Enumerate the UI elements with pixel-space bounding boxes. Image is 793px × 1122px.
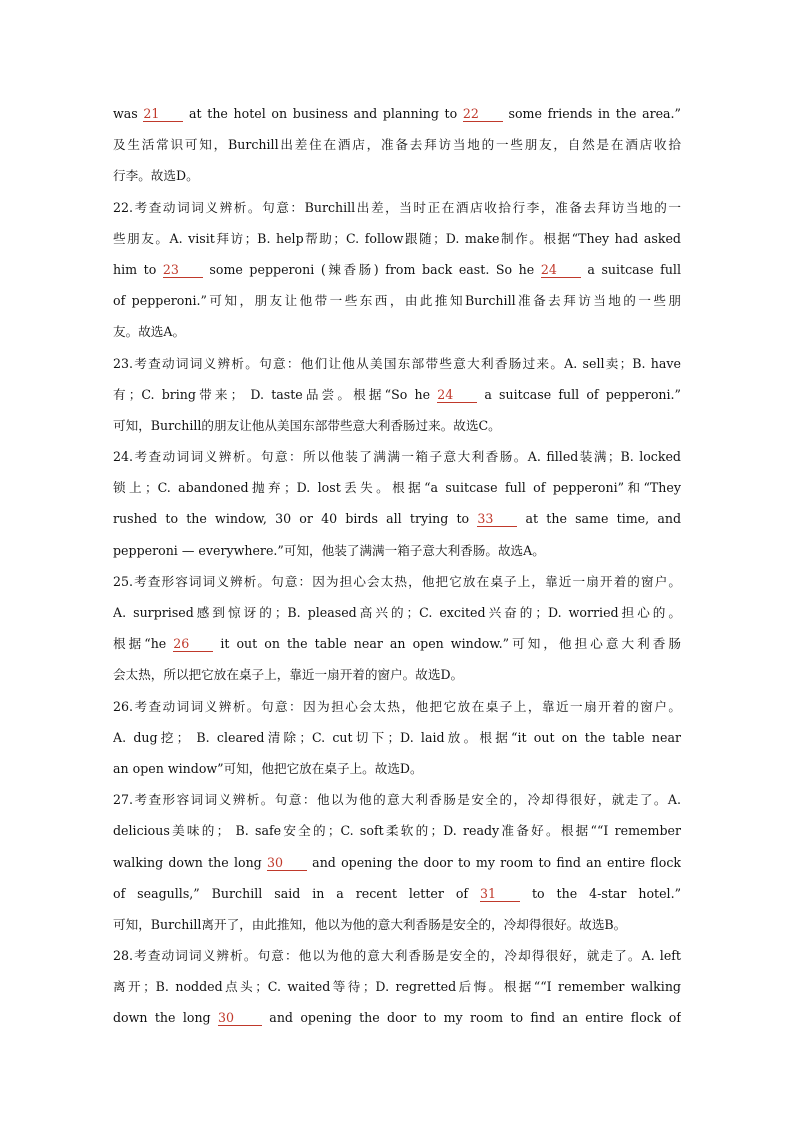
text-line xyxy=(113,815,681,846)
text-line xyxy=(113,223,681,254)
text-line xyxy=(113,566,681,597)
text-segment: delicious美味的； B. safe安全的；C. soft柔软的；D. ready准备好。根据““I remember xyxy=(113,823,681,839)
text-line xyxy=(113,472,681,503)
text-line xyxy=(113,971,681,1002)
text-segment: of seagulls,” Burchill said in a recent letter of xyxy=(113,885,481,901)
text-segment: a suitcase full of pepperoni.” xyxy=(477,386,681,402)
text-line xyxy=(113,503,681,534)
text-line xyxy=(113,909,681,940)
text-line xyxy=(113,1002,681,1033)
text-segment: 会太热，所以把它放在桌子上，靠近一扇开着的窗户。故选D。 xyxy=(113,667,464,683)
text-segment: and opening the door to my room to find an entire flock xyxy=(306,854,681,870)
text-line xyxy=(113,441,681,472)
answer-blank: 23 xyxy=(163,263,203,278)
text-segment: 23.考查动词词义辨析。句意：他们让他从美国东部带些意大利香肠过来。A. sell卖；B. have xyxy=(113,355,681,371)
text-line xyxy=(113,878,681,909)
text-line xyxy=(113,659,681,690)
answer-blank: 30 xyxy=(218,1011,262,1026)
text-line xyxy=(113,160,681,191)
text-line xyxy=(113,535,681,566)
document-page xyxy=(113,98,681,1034)
text-line xyxy=(113,847,681,878)
text-segment: walking down the long xyxy=(113,854,267,870)
text-segment: pepperoni — everywhere.”可知，他装了满满一箱子意大利香肠。故选A。 xyxy=(113,542,545,558)
answer-blank: 31 xyxy=(480,887,520,902)
text-segment: 可知，Burchill离开了，由此推知，他以为他的意大利香肠是安全的，冷却得很好。故选B。 xyxy=(113,916,627,932)
text-segment: and opening the door to my room to find an entire flock of xyxy=(261,1010,681,1026)
text-segment: 锁上；C. abandoned抛弃；D. lost丢失。根据“a suitcase full of pepperoni”和“They xyxy=(113,480,681,496)
answer-blank: 30 xyxy=(267,856,307,871)
text-segment: 可知，Burchill的朋友让他从美国东部带些意大利香肠过来。故选C。 xyxy=(113,417,501,433)
text-line xyxy=(113,129,681,160)
text-segment: A. dug挖； B. cleared清除；C. cut切下；D. laid放。根据“it out on the table near xyxy=(113,729,681,745)
text-line xyxy=(113,285,681,316)
text-segment: 有；C. bring带来； D. taste品尝。根据“So he xyxy=(113,386,438,402)
text-segment: it out on the table near an open window.”可知，他担心意大利香肠 xyxy=(213,636,681,652)
text-segment: 28.考查动词词义辨析。句意：他以为他的意大利香肠是安全的，冷却得很好，就走了。A. left xyxy=(113,948,681,964)
text-segment: 22.考查动词词义辨析。句意：Burchill出差，当时正在酒店收拾行李，准备去拜访当地的一 xyxy=(113,199,681,215)
text-segment: 24.考查动词词义辨析。句意：所以他装了满满一箱子意大利香肠。A. filled装满；B. locked xyxy=(113,449,681,465)
text-line xyxy=(113,628,681,659)
text-line xyxy=(113,784,681,815)
text-line xyxy=(113,192,681,223)
text-line xyxy=(113,753,681,784)
answer-blank: 26 xyxy=(173,637,213,652)
text-segment: down the long xyxy=(113,1010,218,1026)
text-segment: an open window”可知，他把它放在桌子上。故选D。 xyxy=(113,760,423,776)
text-line xyxy=(113,940,681,971)
text-line xyxy=(113,722,681,753)
text-line xyxy=(113,348,681,379)
text-line xyxy=(113,410,681,441)
answer-blank: 22 xyxy=(463,107,503,122)
text-segment: to the 4-star hotel.” xyxy=(520,885,681,901)
text-segment: was xyxy=(113,106,144,121)
text-segment: at the hotel on business and planning to xyxy=(183,106,463,121)
text-line xyxy=(113,691,681,722)
text-segment: 25.考查形容词词义辨析。句意：因为担心会太热，他把它放在桌子上，靠近一扇开着的窗户。 xyxy=(113,573,681,589)
text-segment: some friends in the area.” xyxy=(502,106,681,121)
text-line xyxy=(113,379,681,410)
text-segment: of pepperoni.”可知，朋友让他带一些东西，由此推知Burchill准备去拜访当地的一些朋 xyxy=(113,293,681,309)
text-segment: 27.考查形容词词义辨析。句意：他以为他的意大利香肠是安全的，冷却得很好，就走了。A. xyxy=(113,792,681,808)
text-line xyxy=(113,597,681,628)
text-segment: 行李。故选D。 xyxy=(113,168,199,184)
text-segment: 些朋友。A. visit拜访；B. help帮助；C. follow跟随；D. make制作。根据“They had asked xyxy=(113,230,681,246)
text-segment: 及生活常识可知，Burchill出差住在酒店，准备去拜访当地的一些朋友，自然是在酒店收拾 xyxy=(113,137,681,153)
answer-blank: 24 xyxy=(437,388,477,403)
text-segment: 离开；B. nodded点头；C. waited等待；D. regretted后悔。根据““I remember walking xyxy=(113,979,681,995)
text-line xyxy=(113,316,681,347)
answer-blank: 33 xyxy=(477,512,517,527)
text-segment: 友。故选A。 xyxy=(113,324,186,340)
text-segment: at the same time, and xyxy=(517,511,681,527)
text-segment: a suitcase full xyxy=(580,261,681,277)
answer-blank: 24 xyxy=(541,263,581,278)
text-segment: 根据“he xyxy=(113,636,174,652)
text-line xyxy=(113,254,681,285)
answer-blank: 21 xyxy=(143,107,183,122)
text-line xyxy=(113,98,681,129)
text-segment: 26.考查动词词义辨析。句意：因为担心会太热，他把它放在桌子上，靠近一扇开着的窗户。 xyxy=(113,698,681,714)
text-segment: him to xyxy=(113,261,163,277)
text-segment: some pepperoni (辣香肠) from back east. So he xyxy=(202,261,541,277)
text-segment: A. surprised感到惊讶的；B. pleased高兴的；C. excited兴奋的；D. worried担心的。 xyxy=(113,605,681,620)
text-segment: rushed to the window, 30 or 40 birds all trying to xyxy=(113,511,478,527)
